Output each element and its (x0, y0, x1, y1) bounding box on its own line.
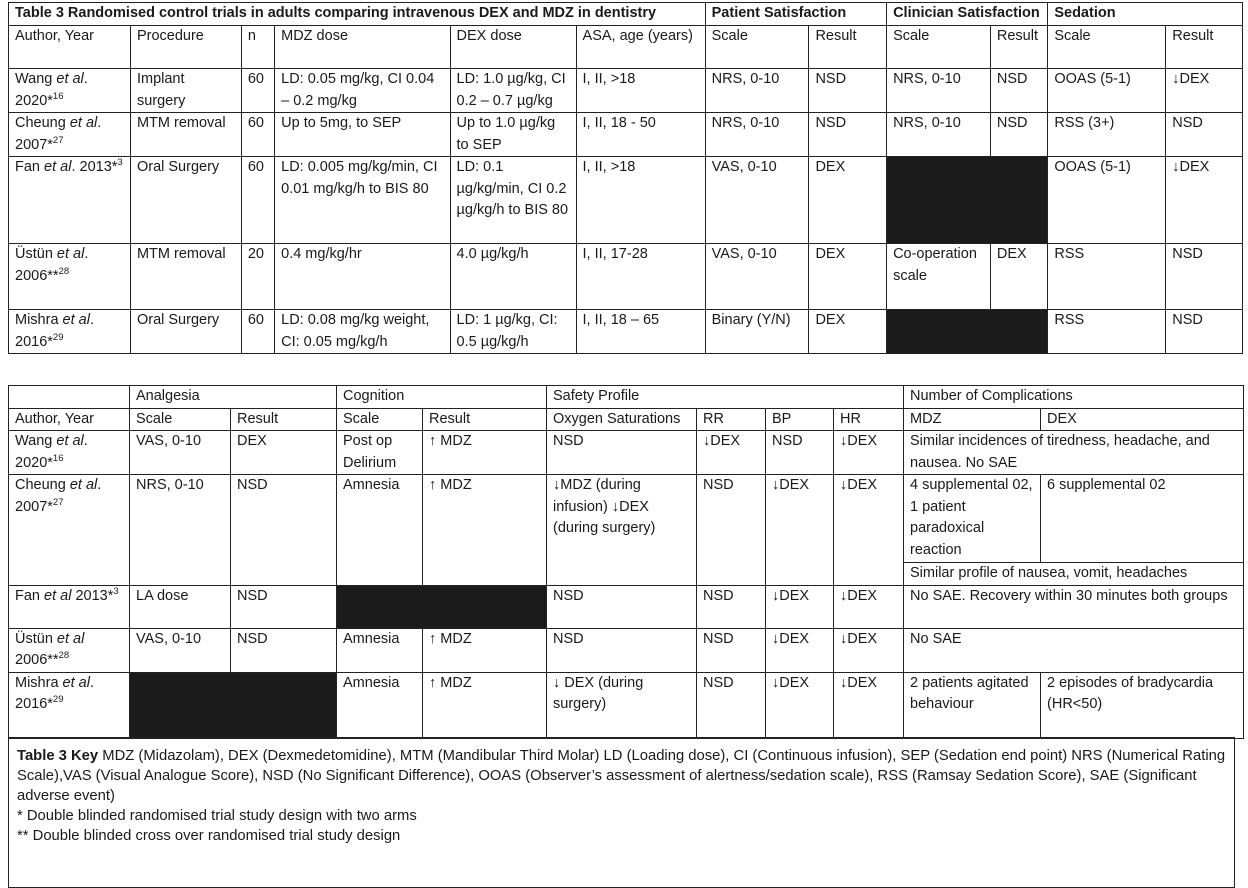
cognition-result-cell: ↑ MDZ (423, 475, 547, 586)
complications-mdz-cell: 4 supplemental 02, 1 patient paradoxical reaction (904, 475, 1041, 563)
sedation-result-cell: NSD (1166, 244, 1243, 310)
mdz-dose-cell: LD: 0.05 mg/kg, CI 0.04 – 0.2 mg/kg (275, 69, 450, 113)
column-header: RR (697, 408, 766, 431)
clinician-sat-result-cell: DEX (990, 244, 1047, 310)
analgesia-result-cell: NSD (231, 585, 337, 628)
cognition-scale-cell: Amnesia (337, 628, 423, 672)
asa-age-cell: I, II, >18 (576, 69, 705, 113)
et-al: et al (56, 433, 84, 449)
rct-table-part-2 (8, 385, 1244, 739)
author-year-cell (9, 475, 130, 586)
bp-cell: ↓DEX (766, 628, 834, 672)
study-year: 2013* (75, 587, 114, 604)
table2-body (9, 386, 1244, 739)
table-row (9, 113, 1243, 157)
author-year-cell (9, 310, 131, 354)
study-year: 2016* (15, 696, 53, 712)
asa-age-cell: I, II, 18 – 65 (576, 310, 705, 354)
sedation-result-cell: ↓DEX (1166, 157, 1243, 244)
table-row (9, 244, 1243, 310)
table-row (9, 69, 1243, 113)
table-key (8, 737, 1235, 888)
cognition-not-reported (337, 585, 547, 628)
hr-cell: ↓DEX (834, 628, 904, 672)
author-name: Cheung (15, 477, 66, 493)
patient-sat-result-cell: DEX (809, 244, 887, 310)
sedation-scale-cell: OOAS (5-1) (1048, 157, 1166, 244)
author-punct: . (97, 477, 102, 493)
mdz-dose-cell: Up to 5mg, to SEP (275, 113, 450, 157)
column-header: BP (766, 408, 834, 431)
table-row (9, 431, 1244, 475)
analgesia-scale-cell: NRS, 0-10 (130, 475, 231, 586)
study-year: 2020* (15, 454, 53, 471)
column-header-row (9, 408, 1244, 431)
n-cell: 60 (241, 113, 274, 157)
et-al: et al (44, 159, 72, 175)
oxygen-saturation-cell: NSD (547, 585, 697, 628)
sedation-scale-cell: RSS (3+) (1048, 113, 1166, 157)
hr-cell: ↓DEX (834, 585, 904, 628)
rr-cell: ↓DEX (697, 431, 766, 475)
rr-cell: NSD (697, 672, 766, 738)
column-header: Scale (887, 26, 991, 69)
empty-corner-cell (9, 386, 130, 409)
dex-dose-cell: 4.0 µg/kg/h (450, 244, 576, 310)
sedation-result-cell: NSD (1166, 113, 1243, 157)
et-al: et al (56, 246, 85, 262)
et-al: et al (62, 674, 90, 691)
dex-dose-cell: LD: 1.0 µg/kg, CI 0.2 – 0.7 µg/kg (450, 69, 576, 113)
oxygen-saturation-cell: ↓ DEX (during surgery) (547, 672, 697, 738)
cognition-result-cell: ↑ MDZ (423, 431, 547, 475)
n-cell: 60 (241, 157, 274, 244)
study-year: 2006** (15, 267, 59, 284)
reference-number: 3 (113, 585, 119, 597)
complications-note-cell: Similar profile of nausea, vomit, headaches (904, 563, 1244, 586)
mdz-dose-cell: 0.4 mg/kg/hr (275, 244, 450, 310)
author-year-cell (9, 157, 131, 244)
author-name: Üstün (15, 246, 53, 262)
asa-age-cell: I, II, >18 (576, 157, 705, 244)
rr-cell: NSD (697, 628, 766, 672)
analgesia-result-cell: NSD (231, 628, 337, 672)
patient-sat-scale-cell: Binary (Y/N) (705, 310, 809, 354)
group-header-cognition: Cognition (337, 386, 547, 409)
procedure-cell: Implant surgery (130, 69, 241, 113)
complications-dex-cell: 2 episodes of bradycardia (HR<50) (1041, 672, 1244, 738)
sedation-scale-cell: OOAS (5-1) (1048, 69, 1166, 113)
reference-number: 28 (58, 650, 70, 662)
reference-number: 27 (52, 134, 64, 146)
table1-body (9, 3, 1243, 354)
hr-cell: ↓DEX (834, 475, 904, 586)
column-header: MDZ dose (275, 26, 450, 69)
table-row (9, 585, 1244, 628)
analgesia-result-cell: NSD (231, 475, 337, 586)
bp-cell: ↓DEX (766, 672, 834, 738)
bp-cell: NSD (766, 431, 834, 475)
reference-number: 3 (117, 157, 123, 169)
author-punct: . (71, 159, 76, 175)
author-punct: . (83, 71, 88, 87)
column-header: Oxygen Saturations (547, 408, 697, 431)
procedure-cell: MTM removal (130, 113, 241, 157)
reference-number: 28 (58, 265, 70, 277)
key-note-crossover: ** Double blinded cross over randomised trial study design (17, 828, 401, 844)
dex-dose-cell: LD: 1 µg/kg, CI: 0.5 µg/kg/h (450, 310, 576, 354)
key-note-double-blinded: * Double blinded randomised trial study design with two arms (17, 808, 417, 824)
reference-number: 29 (52, 331, 64, 343)
clinician-sat-scale-cell: NRS, 0-10 (887, 113, 991, 157)
complications-combined-cell: No SAE (904, 628, 1244, 672)
author-year-cell (9, 69, 131, 113)
patient-sat-scale-cell: VAS, 0-10 (705, 157, 809, 244)
rr-cell: NSD (697, 475, 766, 586)
column-header-row (9, 26, 1243, 69)
study-year: 2007* (15, 498, 53, 515)
complications-dex-cell: 6 supplemental 02 (1041, 475, 1244, 563)
author-name: Mishra (15, 312, 59, 328)
reference-number: 29 (52, 694, 64, 706)
table-row (9, 475, 1244, 563)
column-header: Result (231, 408, 337, 431)
cognition-result-cell: ↑ MDZ (423, 628, 547, 672)
author-punct: . (97, 115, 102, 131)
patient-sat-scale-cell: NRS, 0-10 (705, 69, 809, 113)
et-al: et al (62, 312, 90, 328)
patient-sat-scale-cell: NRS, 0-10 (705, 113, 809, 157)
column-header: Scale (130, 408, 231, 431)
n-cell: 60 (241, 310, 274, 354)
group-header-clinician-satisfaction: Clinician Satisfaction (887, 3, 1048, 26)
column-header: HR (834, 408, 904, 431)
n-cell: 60 (241, 69, 274, 113)
analgesia-not-reported (130, 672, 337, 738)
column-header: DEX dose (450, 26, 576, 69)
group-header-safety-profile: Safety Profile (547, 386, 904, 409)
hr-cell: ↓DEX (834, 672, 904, 738)
study-year: 2013* (79, 159, 118, 175)
column-header: ASA, age (years) (576, 26, 705, 69)
rr-cell: NSD (697, 585, 766, 628)
complications-mdz-cell: 2 patients agitated behaviour (904, 672, 1041, 738)
author-year-cell (9, 628, 130, 672)
bp-cell: ↓DEX (766, 475, 834, 586)
et-al: et al (56, 71, 84, 87)
table-title: Table 3 Randomised control trials in adults comparing intravenous DEX and MDZ in dentistry (9, 3, 706, 26)
study-year: 2020* (15, 92, 53, 109)
sedation-scale-cell: RSS (1048, 310, 1166, 354)
key-abbreviations (17, 746, 1228, 806)
rct-table-part-1 (8, 2, 1243, 354)
et-al: et al (56, 630, 85, 647)
reference-number: 16 (52, 452, 64, 464)
sedation-result-cell: NSD (1166, 310, 1243, 354)
author-name: Üstün (15, 630, 53, 647)
table-row (9, 310, 1243, 354)
clinician-sat-result-cell: NSD (990, 69, 1047, 113)
study-year: 2016* (15, 333, 53, 350)
procedure-cell: MTM removal (130, 244, 241, 310)
key-text: MDZ (Midazolam), DEX (Dexmedetomidine), MTM (Mandibular Third Molar) LD (Loading dose), CI (Continuous infusion), SEP (Sedation end point) NRS (Numerical Rating Scale),VAS (Visual Analogue Score), NSD (No Significant Difference), OOAS (Observer’s assessment of alertness/sedation scale), RSS (Ramsay Sedation Score), SAE (Significant adverse event) (17, 748, 1226, 804)
oxygen-saturation-cell: NSD (547, 431, 697, 475)
procedure-cell: Oral Surgery (130, 310, 241, 354)
table-row (9, 672, 1244, 738)
column-header: Author, Year (9, 26, 131, 69)
author-year-cell (9, 585, 130, 628)
dex-dose-cell: Up to 1.0 µg/kg to SEP (450, 113, 576, 157)
author-punct: . (89, 312, 94, 328)
column-header: Result (1166, 26, 1243, 69)
author-punct: . (89, 674, 94, 691)
cognition-scale-cell: Post op Delirium (337, 431, 423, 475)
sedation-result-cell: ↓DEX (1166, 69, 1243, 113)
author-name: Wang (15, 433, 53, 449)
procedure-cell: Oral Surgery (130, 157, 241, 244)
asa-age-cell: I, II, 18 - 50 (576, 113, 705, 157)
table-row (9, 628, 1244, 672)
key-title: Table 3 Key (17, 748, 99, 764)
dex-dose-cell: LD: 0.1 µg/kg/min, CI 0.2 µg/kg/h to BIS 80 (450, 157, 576, 244)
column-header: n (241, 26, 274, 69)
author-year-cell (9, 244, 131, 310)
author-name: Mishra (15, 674, 59, 691)
patient-sat-scale-cell: VAS, 0-10 (705, 244, 809, 310)
n-cell: 20 (241, 244, 274, 310)
cognition-result-cell: ↑ MDZ (423, 672, 547, 738)
table-row (9, 157, 1243, 244)
study-year: 2006** (15, 652, 59, 668)
group-header-analgesia: Analgesia (130, 386, 337, 409)
column-header: Scale (1048, 26, 1166, 69)
bp-cell: ↓DEX (766, 585, 834, 628)
author-name: Wang (15, 71, 53, 87)
clinician-sat-not-reported (887, 157, 1048, 244)
patient-sat-result-cell: DEX (809, 157, 887, 244)
et-al: et al (44, 587, 72, 604)
group-header-complications: Number of Complications (904, 386, 1244, 409)
complications-combined-cell: Similar incidences of tiredness, headache, and nausea. No SAE (904, 431, 1244, 475)
hr-cell: ↓DEX (834, 431, 904, 475)
oxygen-saturation-cell: NSD (547, 628, 697, 672)
reference-number: 16 (52, 90, 64, 102)
analgesia-result-cell: DEX (231, 431, 337, 475)
author-name: Cheung (15, 115, 66, 131)
mdz-dose-cell: LD: 0.005 mg/kg/min, CI 0.01 mg/kg/h to BIS 80 (275, 157, 450, 244)
group-header-patient-satisfaction: Patient Satisfaction (705, 3, 886, 26)
clinician-sat-scale-cell: NRS, 0-10 (887, 69, 991, 113)
oxygen-saturation-cell: ↓MDZ (during infusion) ↓DEX (during surgery) (547, 475, 697, 586)
sedation-scale-cell: RSS (1048, 244, 1166, 310)
column-header: Author, Year (9, 408, 130, 431)
mdz-dose-cell: LD: 0.08 mg/kg weight, CI: 0.05 mg/kg/h (275, 310, 450, 354)
author-year-cell (9, 431, 130, 475)
asa-age-cell: I, II, 17-28 (576, 244, 705, 310)
column-header: MDZ (904, 408, 1041, 431)
column-header: DEX (1041, 408, 1244, 431)
clinician-sat-scale-cell: Co-operation scale (887, 244, 991, 310)
analgesia-scale-cell: VAS, 0-10 (130, 628, 231, 672)
patient-sat-result-cell: NSD (809, 69, 887, 113)
column-header: Scale (705, 26, 809, 69)
reference-number: 27 (52, 496, 64, 508)
analgesia-scale-cell: VAS, 0-10 (130, 431, 231, 475)
study-year: 2007* (15, 136, 53, 153)
column-header: Result (990, 26, 1047, 69)
complications-combined-cell: No SAE. Recovery within 30 minutes both groups (904, 585, 1244, 628)
column-header: Procedure (130, 26, 241, 69)
analgesia-scale-cell: LA dose (130, 585, 231, 628)
author-name: Fan (15, 587, 40, 604)
patient-sat-result-cell: NSD (809, 113, 887, 157)
author-name: Fan (15, 159, 40, 175)
cognition-scale-cell: Amnesia (337, 672, 423, 738)
cognition-scale-cell: Amnesia (337, 475, 423, 586)
patient-sat-result-cell: DEX (809, 310, 887, 354)
clinician-sat-not-reported (887, 310, 1048, 354)
column-header: Result (809, 26, 887, 69)
et-al: et al (69, 477, 98, 493)
et-al: et al (69, 115, 98, 131)
group-header-sedation: Sedation (1048, 3, 1243, 26)
author-year-cell (9, 672, 130, 738)
author-punct: . (84, 246, 89, 262)
author-year-cell (9, 113, 131, 157)
column-header: Scale (337, 408, 423, 431)
author-punct: . (83, 433, 88, 449)
column-header: Result (423, 408, 547, 431)
clinician-sat-result-cell: NSD (990, 113, 1047, 157)
